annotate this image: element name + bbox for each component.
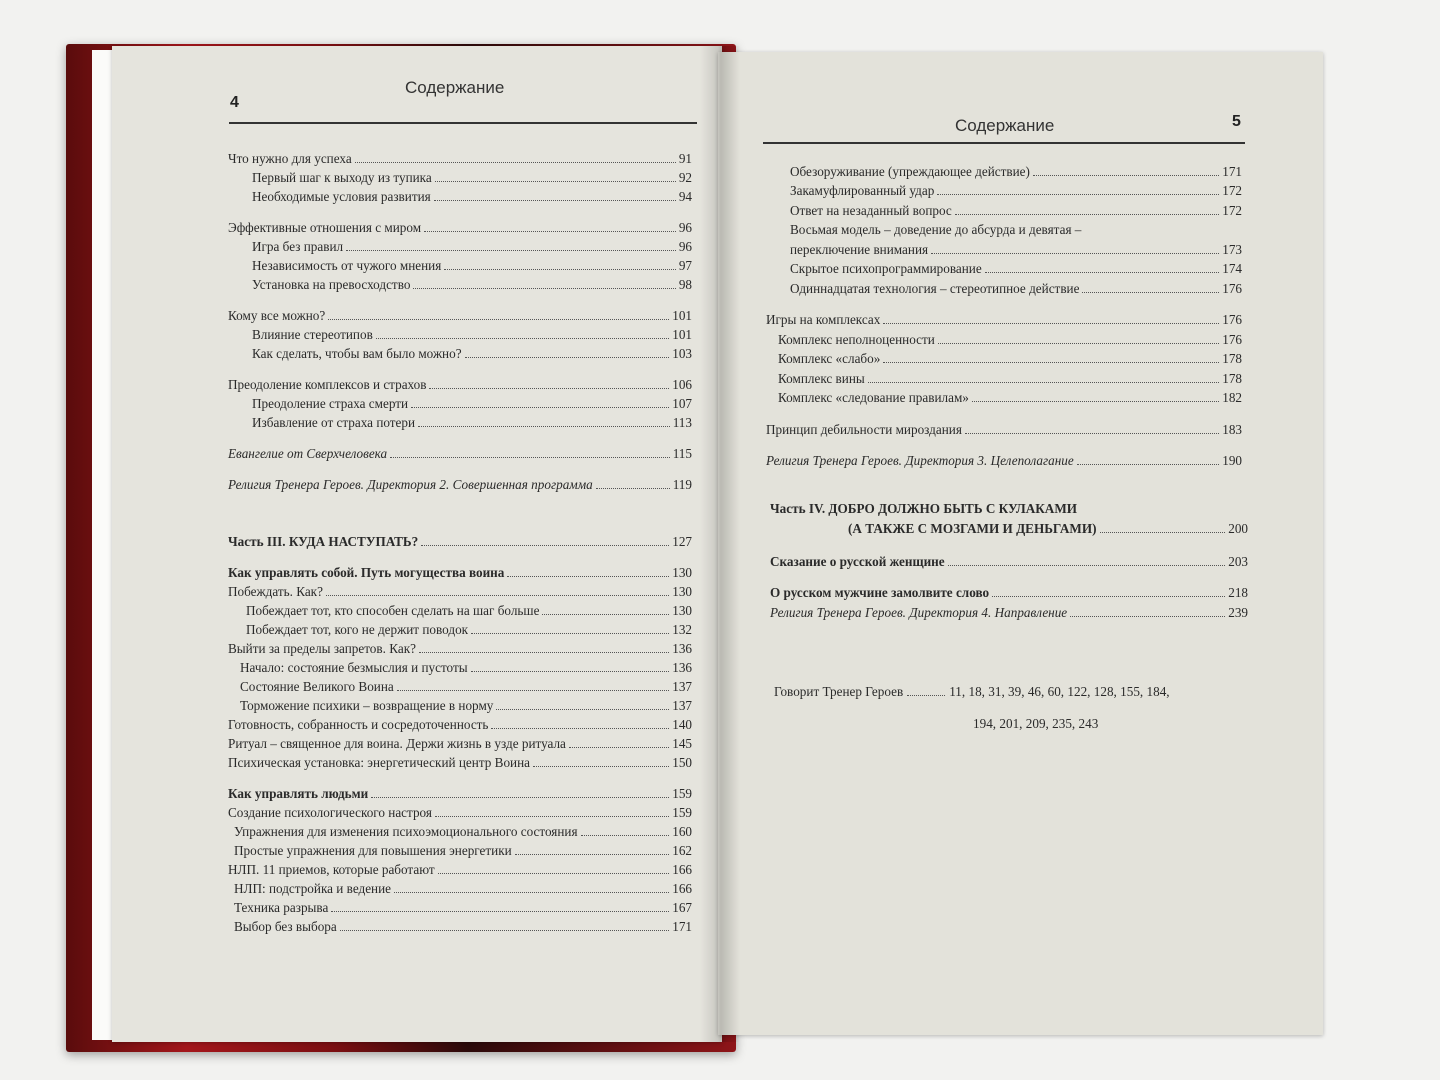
toc-entry bbox=[228, 783, 692, 802]
toc-entry-title: Преодоление комплексов и страхов bbox=[228, 377, 427, 392]
toc-entry-page: 150 bbox=[672, 755, 692, 770]
toc-entry-title: Простые упражнения для повышения энергетики bbox=[234, 843, 512, 858]
toc-entry-page: 130 bbox=[672, 584, 692, 599]
toc-entry bbox=[766, 387, 1242, 407]
toc-entry-title: Побеждать. Как? bbox=[228, 584, 323, 599]
dot-leader bbox=[435, 816, 669, 817]
toc-entry bbox=[228, 236, 692, 255]
dot-leader bbox=[507, 576, 669, 577]
toc-entry-title: Игры на комплексах bbox=[766, 312, 881, 327]
toc-entry-page: 167 bbox=[672, 900, 692, 915]
toc-entry-title: Готовность, собранность и сосредоточенность bbox=[228, 717, 489, 732]
dot-leader bbox=[418, 426, 670, 427]
toc-entry bbox=[228, 676, 692, 695]
dot-leader bbox=[883, 323, 1219, 324]
dot-leader bbox=[394, 892, 669, 893]
dot-leader bbox=[413, 288, 675, 289]
toc-entry-page: 171 bbox=[672, 919, 692, 934]
toc-entry-page: 132 bbox=[672, 622, 692, 637]
toc-entry bbox=[228, 878, 692, 897]
toc-entry-page: 94 bbox=[678, 189, 692, 204]
toc-entry bbox=[228, 733, 692, 752]
toc-entry-title: переключение внимания bbox=[790, 241, 929, 257]
toc-entry-title: НЛП. 11 приемов, которые работают bbox=[228, 862, 435, 877]
toc-entry-page: 162 bbox=[672, 843, 692, 858]
dot-leader bbox=[948, 565, 1226, 566]
trainer-says-pages-2: 194, 201, 209, 235, 243 bbox=[973, 716, 1099, 731]
dot-leader bbox=[883, 362, 1219, 363]
dot-leader bbox=[931, 253, 1219, 254]
dot-leader bbox=[397, 690, 669, 691]
toc-entry-page: 171 bbox=[1222, 163, 1242, 179]
toc-entry-title: Побеждает тот, кто способен сделать на шаг больше bbox=[246, 603, 540, 618]
dot-leader bbox=[1082, 292, 1219, 293]
toc-entry-page: 218 bbox=[1228, 585, 1248, 600]
toc-entry-page: 173 bbox=[1222, 241, 1242, 257]
toc-entry bbox=[228, 148, 692, 167]
toc-entry-page: 178 bbox=[1222, 370, 1242, 386]
dot-leader bbox=[972, 401, 1219, 402]
toc-entry-title: Восьмая модель – доведение до абсурда и девятая – bbox=[790, 222, 1082, 237]
dot-leader bbox=[331, 911, 669, 912]
toc-entry bbox=[766, 277, 1242, 297]
toc-entry-page: 172 bbox=[1222, 183, 1242, 198]
toc-entry bbox=[228, 562, 692, 581]
toc-entry bbox=[228, 167, 692, 186]
toc-entry bbox=[228, 305, 692, 324]
dot-leader bbox=[496, 709, 669, 710]
toc-entry-page: 176 bbox=[1222, 331, 1242, 347]
toc-entry bbox=[228, 393, 692, 412]
toc-entry-page: 96 bbox=[678, 239, 692, 254]
toc-entry bbox=[766, 348, 1242, 368]
toc-entry bbox=[770, 582, 1248, 602]
dot-leader bbox=[533, 766, 669, 767]
toc-entry bbox=[766, 199, 1242, 219]
dot-leader bbox=[346, 250, 676, 251]
toc-entry-page: 130 bbox=[672, 565, 692, 580]
toc-entry-title: Принцип дебильности мироздания bbox=[766, 421, 962, 437]
toc-entry bbox=[228, 695, 692, 714]
toc-entry-title: Выбор без выбора bbox=[234, 919, 337, 934]
toc-entry-title: Как управлять людьми bbox=[228, 786, 369, 801]
toc-entry-page: 160 bbox=[672, 824, 692, 839]
toc-entry bbox=[766, 258, 1242, 278]
toc-entry-page: 140 bbox=[672, 717, 692, 732]
toc-entry-page: 136 bbox=[672, 660, 692, 675]
dot-leader bbox=[1100, 532, 1226, 533]
toc-entry-page: 113 bbox=[672, 415, 692, 430]
dot-leader bbox=[1070, 616, 1225, 617]
toc-entry bbox=[228, 821, 692, 840]
dot-leader bbox=[444, 269, 676, 270]
toc-entry-title: Избавление от страха потери bbox=[252, 415, 416, 430]
right-toc-list-2 bbox=[770, 538, 1248, 621]
toc-entry-title: Комплекс неполноценности bbox=[778, 331, 935, 347]
toc-entry-page: 101 bbox=[672, 327, 692, 342]
toc-entry-page: 159 bbox=[672, 805, 692, 820]
toc-entry bbox=[228, 802, 692, 821]
toc-entry-title: Ритуал – священное для воина. Держи жизнь в узде ритуала bbox=[228, 736, 566, 751]
dot-leader bbox=[434, 200, 676, 201]
toc-entry-page: 137 bbox=[672, 698, 692, 713]
toc-entry-title: Одиннадцатая технология – стереотипное действие bbox=[790, 280, 1080, 296]
dot-leader bbox=[985, 272, 1220, 273]
toc-entry-page: 98 bbox=[678, 277, 692, 292]
toc-entry bbox=[766, 328, 1242, 348]
dot-leader bbox=[419, 652, 669, 653]
toc-entry-title: Необходимые условия развития bbox=[252, 189, 431, 204]
toc-entry-page: 106 bbox=[672, 377, 692, 392]
toc-entry-title: Комплекс «следование правилам» bbox=[778, 390, 969, 405]
toc-entry-title: Обезоруживание (упреждающее действие) bbox=[790, 163, 1030, 179]
toc-entry bbox=[766, 418, 1242, 438]
toc-entry-page: 203 bbox=[1228, 553, 1248, 569]
toc-entry-page: 183 bbox=[1222, 421, 1242, 437]
toc-entry bbox=[228, 840, 692, 859]
toc-entry bbox=[228, 916, 692, 935]
toc-entry bbox=[228, 343, 692, 362]
toc-entry bbox=[228, 714, 692, 733]
dot-leader bbox=[465, 357, 670, 358]
toc-entry bbox=[766, 450, 1242, 470]
toc-entry bbox=[228, 657, 692, 676]
toc-entry-page: 127 bbox=[672, 534, 692, 549]
dot-leader bbox=[596, 488, 670, 489]
toc-entry bbox=[228, 897, 692, 916]
toc-entry bbox=[766, 238, 1242, 258]
toc-entry bbox=[228, 474, 692, 493]
toc-entry-page: 91 bbox=[678, 151, 692, 166]
toc-entry-title: Сказание о русской женщине bbox=[770, 553, 945, 569]
dot-leader bbox=[542, 614, 669, 615]
dot-leader bbox=[421, 545, 669, 546]
part4-title-line2: (А ТАКЖЕ С МОЗГАМИ И ДЕНЬГАМИ) bbox=[848, 521, 1097, 536]
dot-leader bbox=[340, 930, 669, 931]
toc-entry bbox=[766, 309, 1242, 329]
dot-leader bbox=[471, 671, 670, 672]
dot-leader bbox=[937, 194, 1219, 195]
right-page-header: Содержание bbox=[955, 116, 1055, 135]
dot-leader bbox=[491, 728, 669, 729]
dot-leader bbox=[955, 214, 1219, 215]
dot-leader bbox=[569, 747, 669, 748]
toc-entry-title: Как управлять собой. Путь могущества воина bbox=[228, 565, 505, 580]
right-header-rule bbox=[763, 142, 1245, 144]
toc-entry-title: Ответ на незаданный вопрос bbox=[790, 202, 952, 218]
dot-leader bbox=[371, 797, 669, 798]
toc-entry bbox=[228, 619, 692, 638]
toc-entry-page: 166 bbox=[672, 862, 692, 877]
toc-entry bbox=[228, 859, 692, 878]
dot-leader bbox=[390, 457, 670, 458]
toc-entry-title: Техника разрыва bbox=[234, 900, 329, 915]
left-toc-list bbox=[228, 148, 692, 935]
toc-entry bbox=[766, 367, 1242, 387]
toc-entry-title: Религия Тренера Героев. Директория 2. Совершенная программа bbox=[228, 477, 593, 492]
toc-entry-page: 145 bbox=[672, 736, 692, 751]
toc-entry-page: 101 bbox=[672, 308, 692, 323]
part4-title-line2-row bbox=[770, 517, 1248, 537]
toc-entry-title: Что нужно для успеха bbox=[228, 151, 352, 166]
toc-entry-page: 115 bbox=[672, 446, 692, 461]
toc-entry bbox=[228, 581, 692, 600]
dot-leader bbox=[424, 231, 676, 232]
toc-entry-page: 130 bbox=[672, 603, 692, 618]
toc-entry bbox=[228, 324, 692, 343]
toc-entry-title: НЛП: подстройка и ведение bbox=[234, 881, 392, 896]
left-header-rule bbox=[229, 122, 697, 124]
toc-entry bbox=[228, 274, 692, 293]
trainer-says-label: Говорит Тренер Героев bbox=[774, 684, 904, 699]
toc-entry bbox=[228, 531, 692, 550]
toc-entry-title: Комплекс «слабо» bbox=[778, 351, 881, 366]
dot-leader bbox=[328, 319, 669, 320]
toc-entry-title: Евангелие от Сверхчеловека bbox=[228, 446, 388, 461]
dot-leader bbox=[965, 433, 1219, 434]
dot-leader bbox=[515, 854, 670, 855]
toc-entry-page: 176 bbox=[1222, 280, 1242, 296]
toc-entry-title: Состояние Великого Воина bbox=[240, 679, 394, 694]
toc-entry-title: Установка на превосходство bbox=[252, 277, 411, 292]
toc-entry-page: 107 bbox=[672, 396, 692, 411]
dot-leader bbox=[1077, 464, 1220, 465]
toc-entry-title: О русском мужчине замолвите слово bbox=[770, 585, 990, 600]
toc-entry bbox=[228, 443, 692, 462]
toc-entry bbox=[228, 255, 692, 274]
toc-entry bbox=[228, 217, 692, 236]
book-spine-shadow bbox=[700, 46, 740, 1042]
toc-entry-page: 96 bbox=[678, 220, 692, 235]
toc-entry-title: Закамуфлированный удар bbox=[790, 183, 935, 198]
dot-leader bbox=[1033, 175, 1219, 176]
trainer-says-block bbox=[774, 676, 1274, 740]
left-page-number: 4 bbox=[230, 94, 239, 111]
dot-leader bbox=[326, 595, 669, 596]
dot-leader bbox=[992, 596, 1225, 597]
dot-leader bbox=[907, 695, 945, 696]
part4-title-line1: Часть IV. ДОБРО ДОЛЖНО БЫТЬ С КУЛАКАМИ bbox=[770, 501, 1078, 516]
dot-leader bbox=[435, 181, 676, 182]
toc-entry-title: Часть III. КУДА НАСТУПАТЬ? bbox=[228, 534, 419, 549]
toc-entry bbox=[766, 160, 1242, 180]
toc-entry-page: 166 bbox=[672, 881, 692, 896]
toc-entry bbox=[228, 186, 692, 205]
toc-entry-page: 176 bbox=[1222, 312, 1242, 327]
toc-entry-title: Религия Тренера Героев. Директория 4. Направление bbox=[770, 604, 1068, 620]
toc-entry bbox=[228, 752, 692, 771]
dot-leader bbox=[411, 407, 669, 408]
toc-entry-page: 172 bbox=[1222, 202, 1242, 218]
right-toc-list bbox=[766, 160, 1242, 469]
toc-entry-page: 97 bbox=[678, 258, 692, 273]
toc-entry-title: Психическая установка: энергетический центр Воина bbox=[228, 755, 530, 770]
toc-entry-title: Выйти за пределы запретов. Как? bbox=[228, 641, 416, 656]
dot-leader bbox=[438, 873, 670, 874]
toc-entry-title: Преодоление страха смерти bbox=[252, 396, 409, 411]
dot-leader bbox=[581, 835, 670, 836]
part4-page: 200 bbox=[1228, 521, 1248, 536]
trainer-says-pages-1: 11, 18, 31, 39, 46, 60, 122, 128, 155, 184, bbox=[949, 684, 1170, 699]
toc-entry-page: 119 bbox=[672, 477, 692, 492]
toc-entry-page: 92 bbox=[678, 170, 692, 185]
toc-entry bbox=[228, 638, 692, 657]
toc-entry-page: 239 bbox=[1228, 604, 1248, 620]
toc-entry-title: Эффективные отношения с миром bbox=[228, 220, 422, 235]
toc-entry-page: 182 bbox=[1222, 390, 1242, 405]
toc-entry-page: 103 bbox=[672, 346, 692, 361]
toc-entry-page: 136 bbox=[672, 641, 692, 656]
dot-leader bbox=[355, 162, 676, 163]
left-page-header: Содержание bbox=[405, 78, 505, 97]
toc-entry bbox=[228, 374, 692, 393]
toc-entry-title: Первый шаг к выходу из тупика bbox=[252, 170, 432, 185]
toc-entry-title: Религия Тренера Героев. Директория 3. Целеполагание bbox=[766, 453, 1074, 468]
toc-entry-page: 159 bbox=[672, 786, 692, 801]
dot-leader bbox=[471, 633, 669, 634]
toc-entry bbox=[770, 550, 1248, 570]
part4-block bbox=[770, 500, 1248, 537]
toc-entry bbox=[766, 219, 1242, 239]
toc-entry-title: Упражнения для изменения психоэмоционального состояния bbox=[234, 824, 578, 839]
toc-entry-page: 174 bbox=[1222, 261, 1242, 276]
toc-entry bbox=[228, 412, 692, 431]
toc-entry-title: Влияние стереотипов bbox=[252, 327, 373, 342]
toc-entry-title: Игра без правил bbox=[252, 239, 344, 254]
dot-leader bbox=[376, 338, 669, 339]
toc-entry-page: 190 bbox=[1222, 453, 1242, 468]
toc-entry-title: Скрытое психопрограммирование bbox=[790, 261, 982, 276]
toc-entry bbox=[766, 180, 1242, 200]
dot-leader bbox=[429, 388, 669, 389]
toc-entry-title: Независимость от чужого мнения bbox=[252, 258, 442, 273]
toc-entry-page: 178 bbox=[1222, 351, 1242, 366]
toc-entry-title: Как сделать, чтобы вам было можно? bbox=[252, 346, 462, 361]
dot-leader bbox=[938, 343, 1219, 344]
toc-entry-title: Кому все можно? bbox=[228, 308, 326, 323]
right-page-number: 5 bbox=[1232, 113, 1241, 130]
toc-entry-title: Побеждает тот, кого не держит поводок bbox=[246, 622, 469, 637]
toc-entry-title: Начало: состояние безмыслия и пустоты bbox=[240, 660, 468, 675]
toc-entry bbox=[228, 600, 692, 619]
toc-entry-page: 137 bbox=[672, 679, 692, 694]
toc-entry-title: Комплекс вины bbox=[778, 370, 865, 386]
dot-leader bbox=[868, 382, 1219, 383]
toc-entry-title: Торможение психики – возвращение в норму bbox=[240, 698, 494, 713]
toc-entry bbox=[770, 601, 1248, 621]
toc-entry-title: Создание психологического настроя bbox=[228, 805, 432, 820]
